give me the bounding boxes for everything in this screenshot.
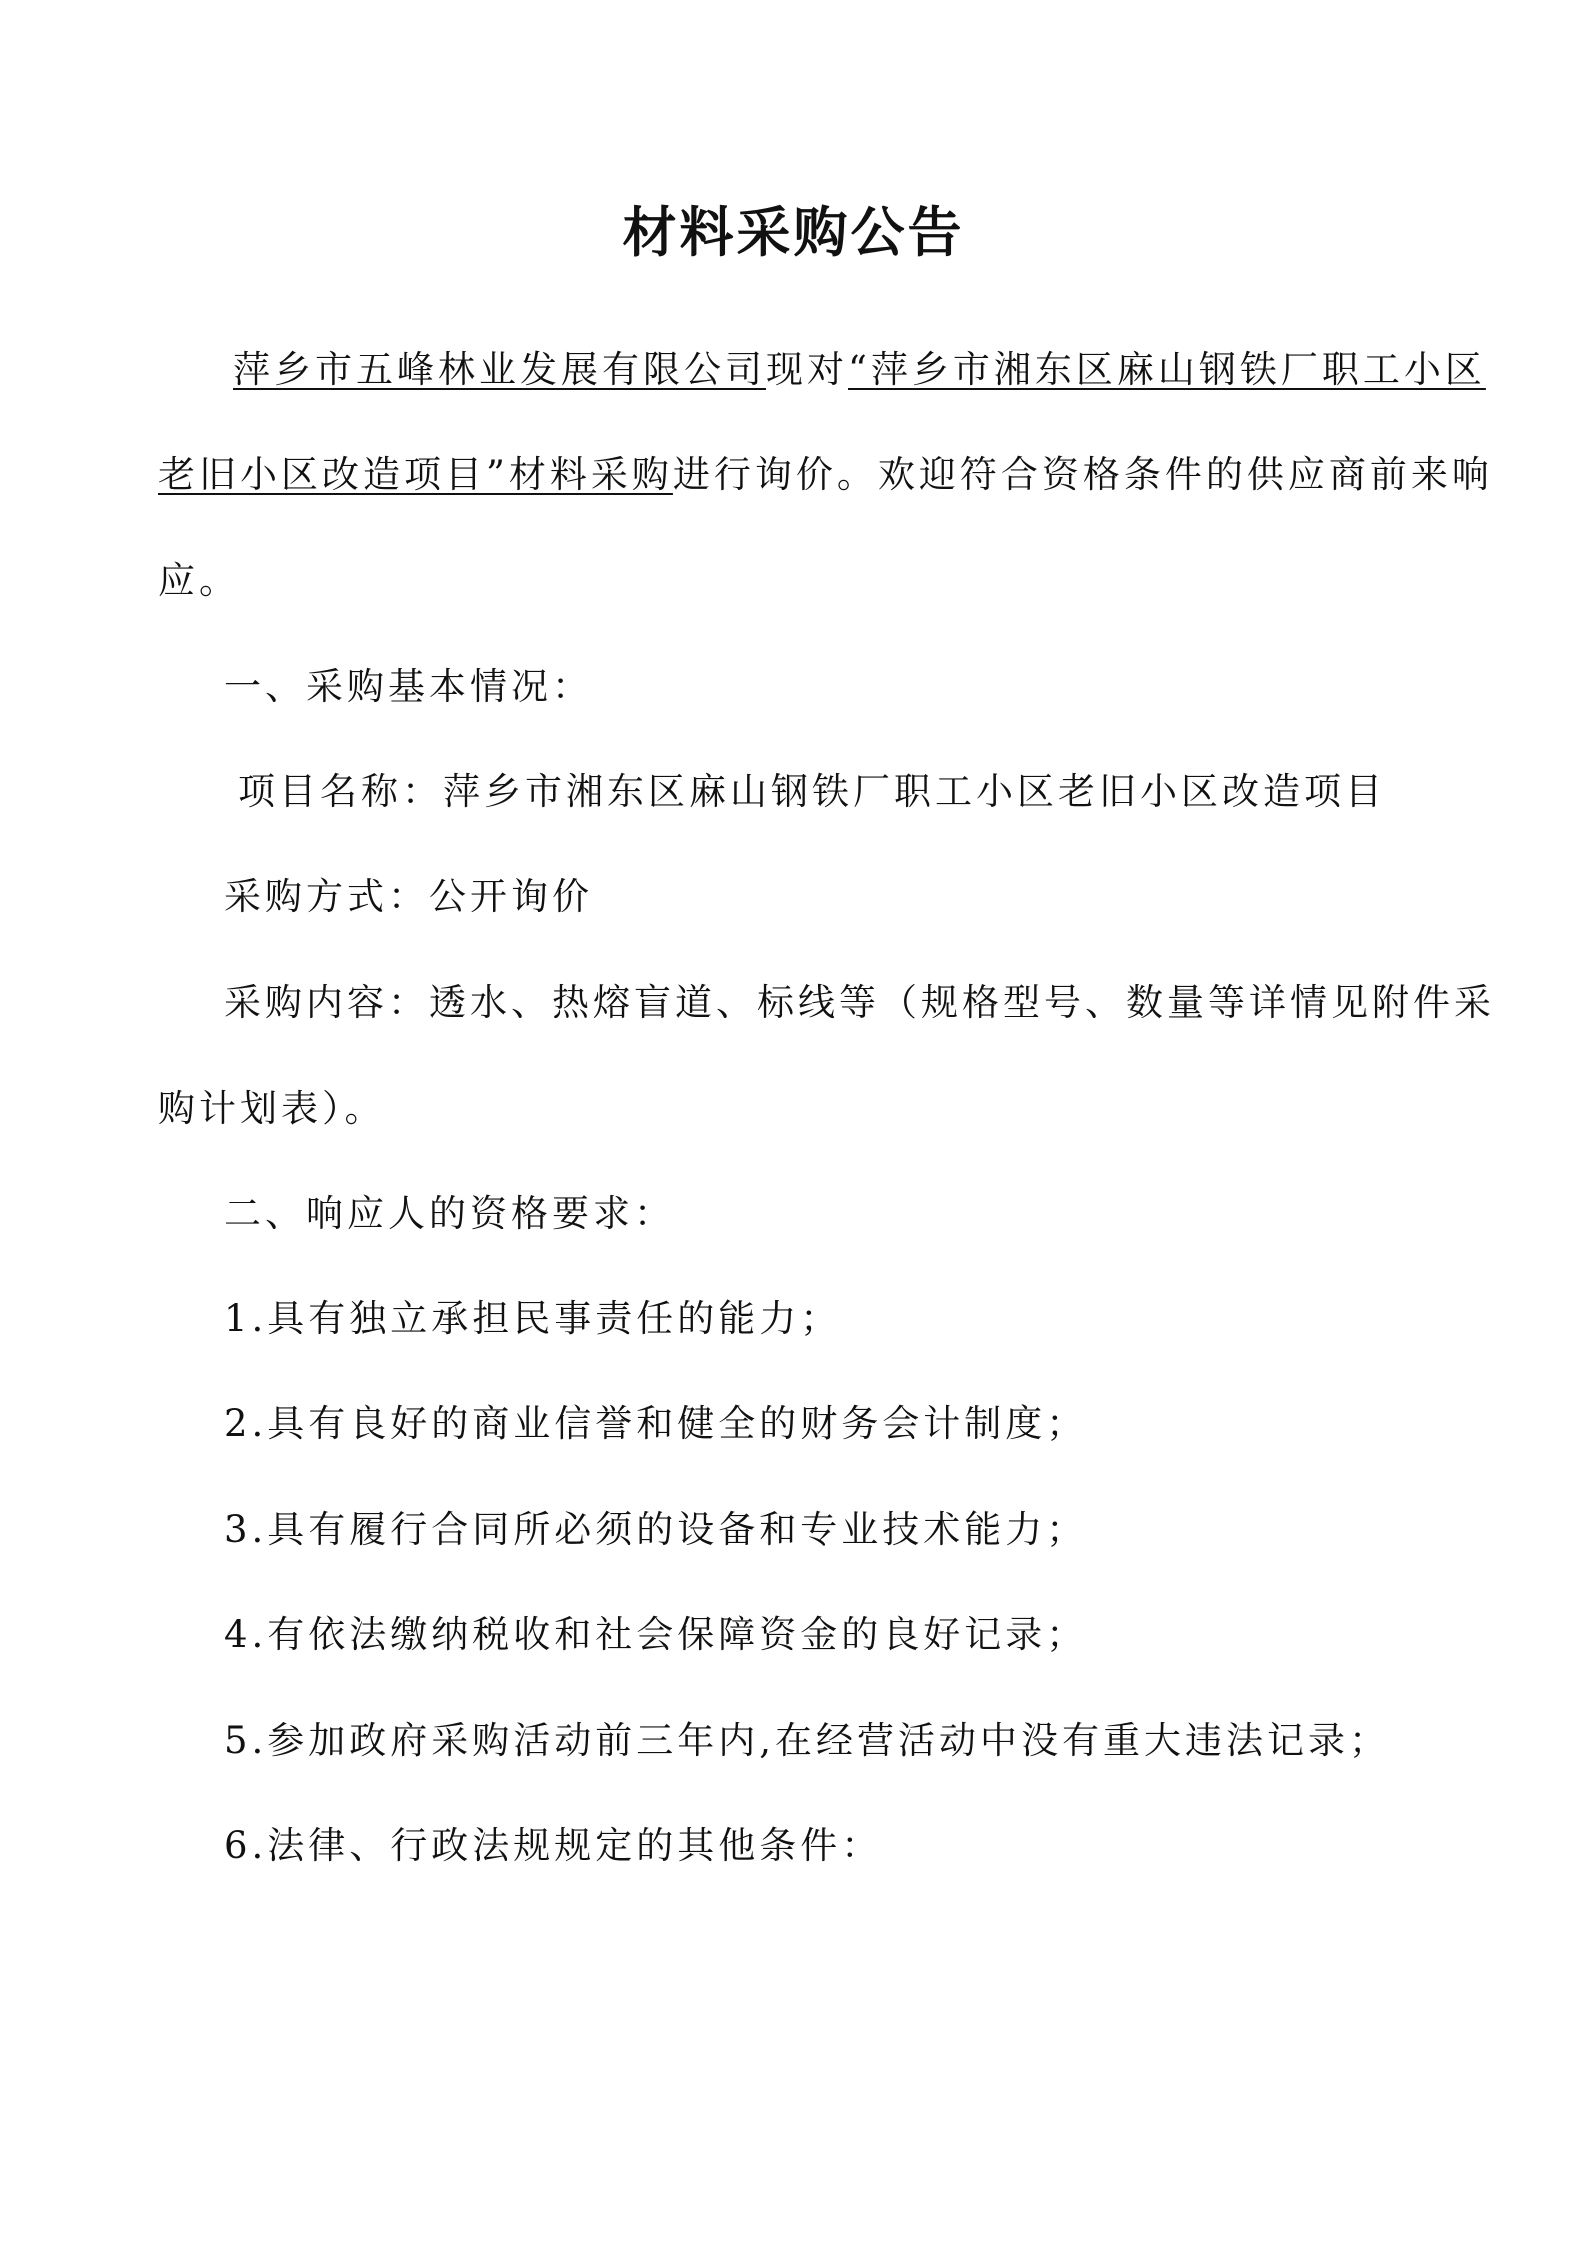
requirement-item: 3.具有履行合同所必须的设备和专业技术能力； — [224, 1508, 1088, 1551]
requirement-item: 4.有依法缴纳税收和社会保障资金的良好记录； — [224, 1613, 1088, 1656]
procurement-method-line: 采购方式：公开询价 — [224, 875, 593, 918]
section-2-heading: 二、响应人的资格要求： — [224, 1192, 675, 1235]
requirement-item: 6.法律、行政法规规定的其他条件： — [224, 1824, 883, 1867]
requirement-item: 2.具有良好的商业信誉和健全的财务会计制度； — [224, 1402, 1088, 1445]
intro-line-1 — [233, 345, 1486, 395]
intro-text-1: 现对 — [766, 348, 848, 391]
company-name: 萍乡市五峰林业发展有限公司 — [233, 348, 766, 391]
section-1-heading: 一、采购基本情况： — [224, 665, 593, 708]
procurement-content-line-1: 采购内容：透水、热熔盲道、标线等（规格型号、数量等详情见附件采 — [224, 981, 1495, 1024]
document-title: 材料采购公告 — [622, 201, 965, 264]
intro-line-3: 应。 — [158, 559, 240, 602]
procurement-content-line-2: 购计划表）。 — [158, 1087, 386, 1130]
requirement-item: 1.具有独立承担民事责任的能力； — [224, 1297, 842, 1340]
intro-text-2: 进行询价。欢迎符合资格条件的供应商前来响 — [672, 453, 1493, 496]
project-name-part-1: “萍乡市湘东区麻山钢铁厂职工小区 — [848, 348, 1486, 391]
project-name-part-2: 老旧小区改造项目”材料采购 — [158, 453, 673, 496]
intro-line-2 — [158, 450, 1493, 500]
requirement-item: 5.参加政府采购活动前三年内,在经营活动中没有重大违法记录； — [224, 1719, 1391, 1762]
project-name-line: 项目名称：萍乡市湘东区麻山钢铁厂职工小区老旧小区改造项目 — [238, 770, 1386, 813]
